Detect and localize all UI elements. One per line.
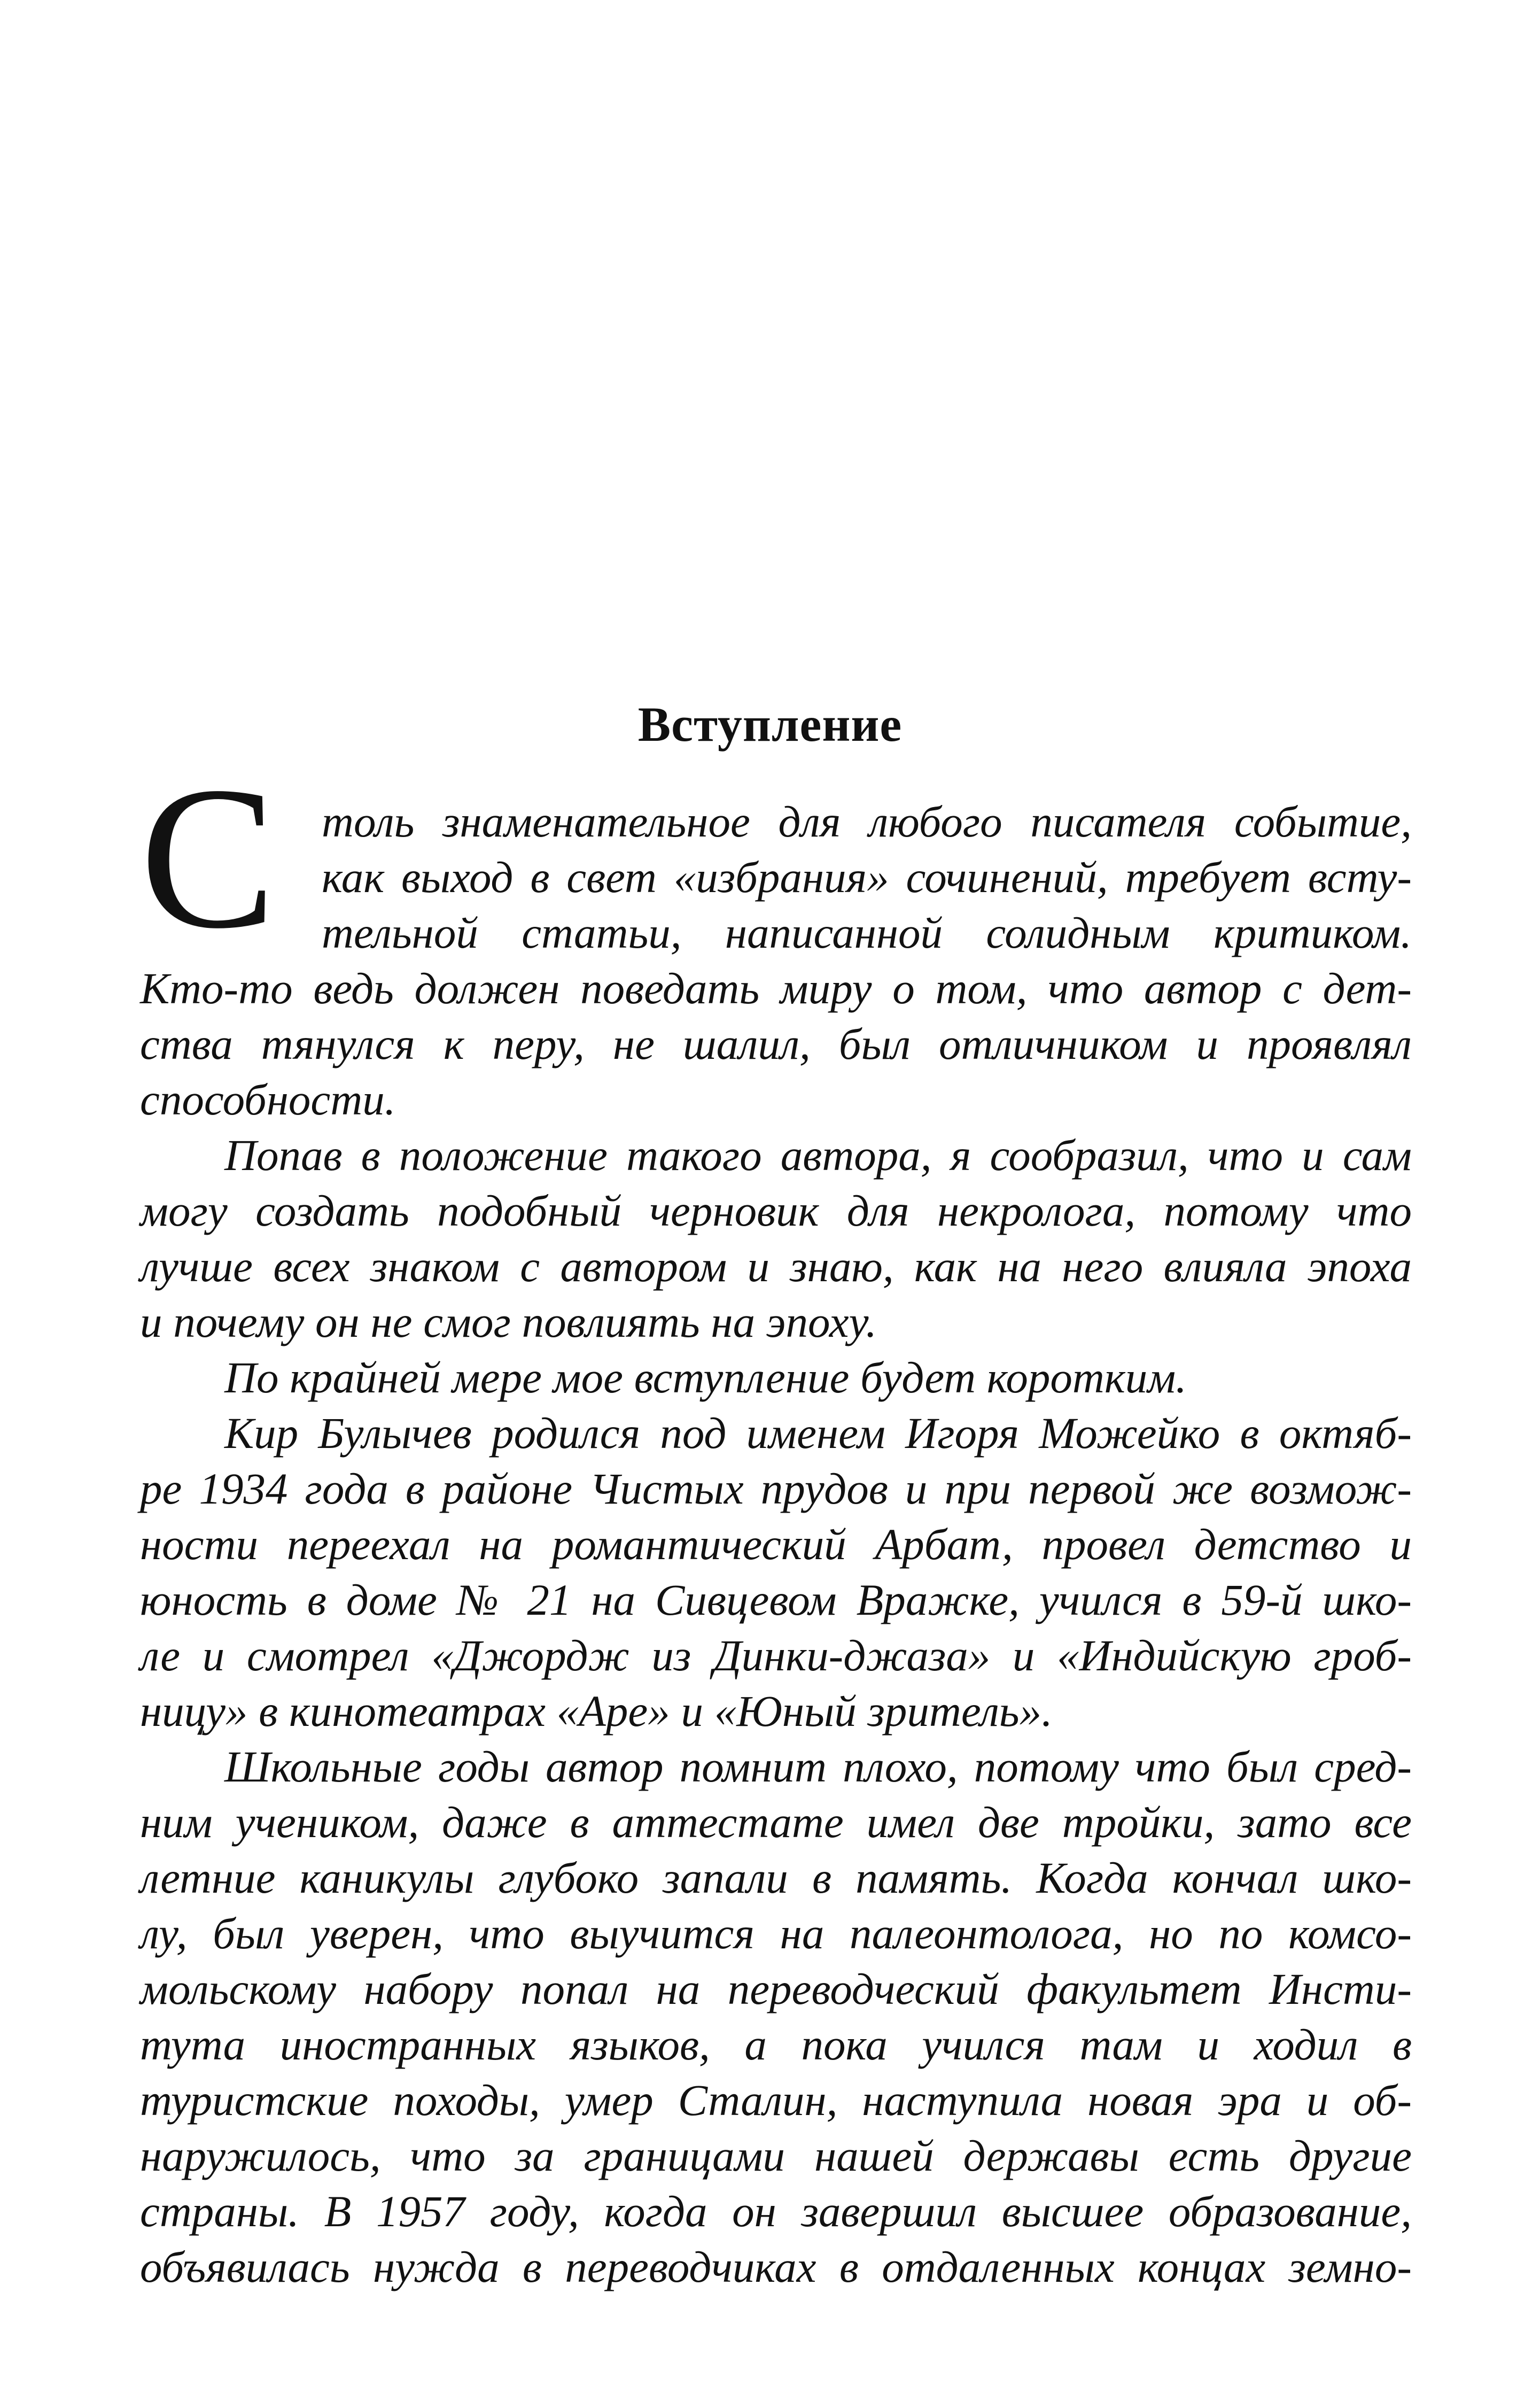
text-line: объявилась нужда в переводчиках в отдаленных концах земно- <box>140 2242 1412 2291</box>
text-line: Кто-то ведь должен поведать миру о том, что автор с дет- <box>140 964 1412 1013</box>
text-line: лучше всех знаком с автором и знаю, как на него влияла эпоха <box>140 1242 1412 1291</box>
text-line: ним учеником, даже в аттестате имел две тройки, зато все <box>140 1798 1412 1847</box>
text-line: По крайней мере мое вступление будет коротким. <box>224 1353 1187 1402</box>
text-line: Школьные годы автор помнит плохо, потому что был сред- <box>224 1742 1412 1791</box>
text-line: юность в доме № 21 на Сивцевом Вражке, учился в 59-й шко- <box>140 1575 1412 1624</box>
chapter-body-text <box>140 794 1412 2295</box>
text-line: наружилось, что за границами нашей державы есть другие <box>140 2131 1412 2180</box>
text-line: лу, был уверен, что выучится на палеонтолога, но по комсо- <box>140 1909 1412 1958</box>
text-line: туристские походы, умер Сталин, наступила новая эра и об- <box>140 2075 1412 2125</box>
drop-cap: С <box>140 745 276 971</box>
chapter-heading: Вступление <box>637 697 903 752</box>
text-line: тельной статьи, написанной солидным критиком. <box>322 908 1412 957</box>
text-line: летние каникулы глубоко запали в память. Когда кончал шко- <box>140 1853 1412 1902</box>
text-line: мольскому набору попал на переводческий факультет Инсти- <box>140 1964 1412 2013</box>
text-line: Попав в положение такого автора, я сообразил, что и сам <box>224 1130 1412 1180</box>
text-line: ности переехал на романтический Арбат, провел детство и <box>140 1520 1412 1569</box>
text-line: ле и смотрел «Джордж из Динки-джаза» и «Индийскую гроб- <box>140 1631 1412 1680</box>
text-line: и почему он не смог повлиять на эпоху. <box>140 1297 877 1346</box>
text-line: могу создать подобный черновик для некролога, потому что <box>140 1186 1412 1235</box>
text-line: ства тянулся к перу, не шалил, был отличником и проявлял <box>140 1019 1412 1068</box>
text-line: Кир Булычев родился под именем Игоря Можейко в октяб- <box>224 1408 1412 1458</box>
text-line: толь знаменательное для любого писателя событие, <box>322 797 1412 846</box>
text-line: способности. <box>140 1075 396 1124</box>
text-line: страны. В 1957 году, когда он завершил высшее образование, <box>140 2187 1412 2236</box>
text-line: ницу» в кинотеатрах «Аре» и «Юный зритель». <box>140 1686 1053 1736</box>
text-line: как выход в свет «избрания» сочинений, требует всту- <box>322 853 1412 902</box>
text-line: ре 1934 года в районе Чистых прудов и при первой же возмож- <box>140 1464 1412 1513</box>
text-line: тута иностранных языков, а пока учился там и ходил в <box>140 2020 1412 2069</box>
